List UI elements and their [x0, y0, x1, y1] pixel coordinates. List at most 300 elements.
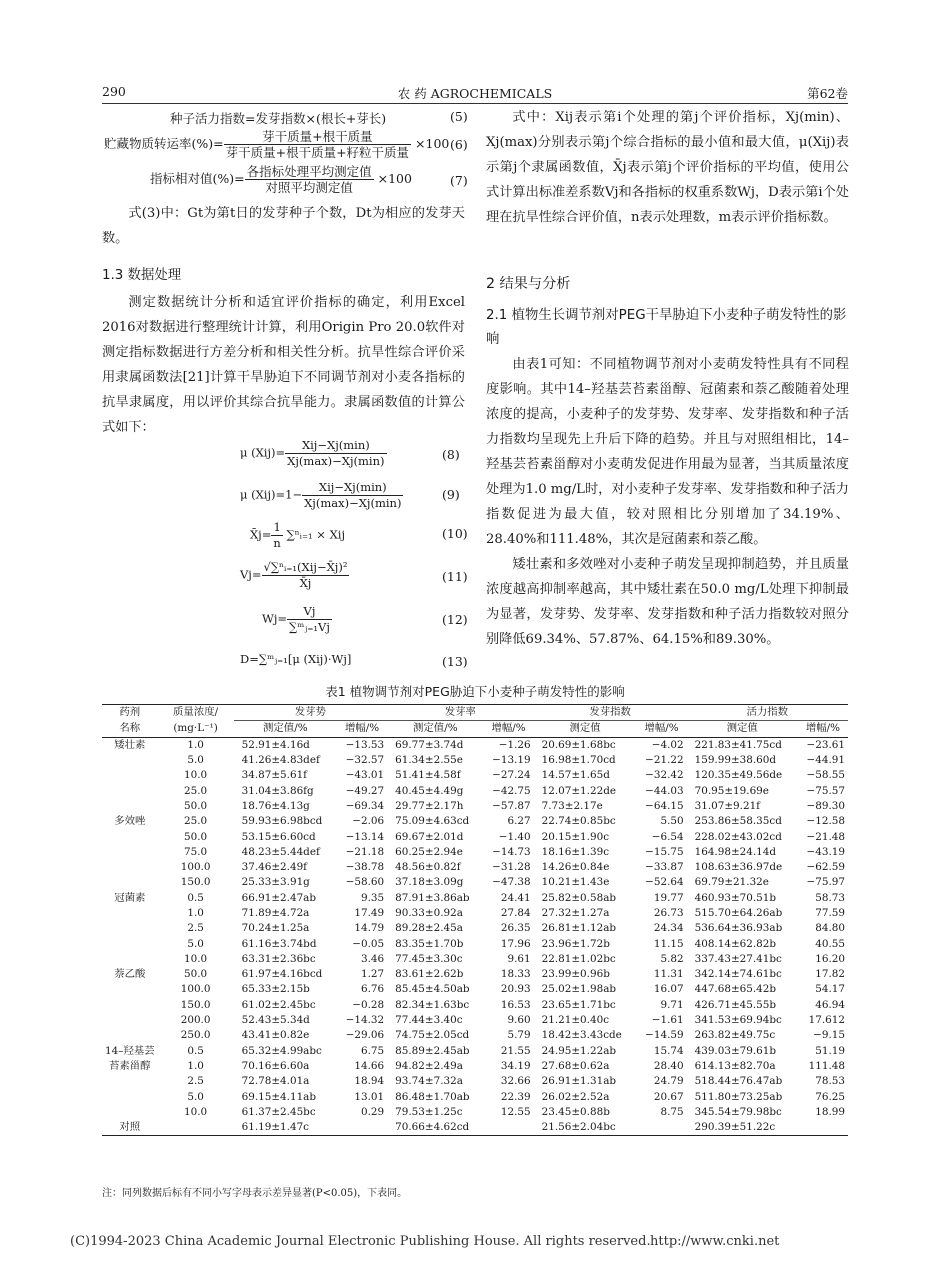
table-cell: −13.53 — [345, 738, 385, 751]
table-cell: 60.25±2.94e — [395, 845, 463, 858]
table-cell: −15.75 — [645, 845, 684, 858]
table-cell: 84.80 — [815, 922, 845, 935]
table-cell: 46.94 — [815, 998, 845, 1011]
table-cell: 24.95±1.22ab — [541, 1044, 617, 1057]
equation-7 — [150, 164, 412, 195]
table-cell: 94.82±2.49a — [395, 1059, 463, 1072]
table-row — [102, 1044, 848, 1059]
table-cell: 290.39±51.22c — [694, 1121, 776, 1134]
table-row — [102, 906, 848, 921]
table-cell: 5.79 — [507, 1029, 531, 1042]
header-germination-energy: 发芽势 — [234, 705, 388, 721]
equation-11 — [240, 560, 349, 591]
table-cell: 460.93±70.51b — [694, 891, 777, 904]
table-note: 注：同列数据后标有不同小写字母表示差异显著(P<0.05)，下表同。 — [102, 1188, 408, 1199]
section-1-3-paragraph: 测定数据统计分析和适宜评价指标的确定，利用Excel 2016对数据进行整理统计计算，利用Origin Pro 20.0软件对测定指标数据进行方差分析和相关性分析。抗旱性综合评价采用隶属函数法[21]计算干旱胁迫下不同调节剂对小麦各指标的抗旱隶属度，用以评价其综合抗旱能力。隶属函数值的计算公式如下： — [102, 295, 465, 435]
table-row — [102, 891, 848, 906]
table-row — [102, 982, 848, 997]
table-cell: 14.26±0.84e — [541, 861, 610, 874]
equation-7-fraction — [245, 164, 374, 195]
table-cell: 17.96 — [500, 937, 531, 950]
table-cell: 26.02±2.52a — [541, 1090, 610, 1103]
table-cell: 515.70±64.26ab — [694, 907, 783, 919]
table-cell: −1.40 — [498, 830, 531, 843]
table-cell: 85.89±2.45ab — [395, 1044, 470, 1057]
table-cell: 78.53 — [815, 1075, 845, 1088]
table-cell: 50.0 — [184, 799, 208, 812]
table-cell: 34.87±5.61f — [241, 769, 308, 782]
equation-8-number: (8) — [442, 447, 460, 462]
table-cell: 40.55 — [815, 937, 845, 950]
header-rule — [102, 103, 848, 104]
table-cell: −21.48 — [806, 830, 845, 843]
table-cell: 2.5 — [187, 1075, 204, 1088]
table-cell: −23.61 — [806, 738, 845, 751]
table-cell: 18.94 — [354, 1075, 385, 1088]
header-increase: 增幅/% — [805, 722, 840, 735]
table-cell: 多效唑 — [114, 815, 146, 828]
table-cell: 250.0 — [180, 1029, 211, 1042]
table-cell: 52.43±5.34d — [241, 1014, 310, 1027]
table-cell: −64.15 — [645, 799, 684, 812]
table-cell: 341.53±69.94bc — [694, 1014, 782, 1027]
table-cell: 16.07 — [653, 983, 684, 996]
equation-13-number: (13) — [442, 654, 468, 669]
table-cell: −43.01 — [345, 769, 385, 782]
table-cell: 20.93 — [500, 983, 531, 996]
table-cell: 37.18±3.09g — [395, 876, 464, 889]
table-cell: 159.99±38.60d — [694, 754, 777, 767]
equation-9-denominator: Xj(max)−Xj(min) — [304, 496, 402, 510]
equation-10-lhs: X̄j= — [250, 527, 272, 542]
equation-6-fraction — [224, 129, 411, 160]
table-cell — [102, 921, 158, 936]
table-cell: 74.75±2.05cd — [395, 1029, 470, 1042]
table-cell: 51.19 — [815, 1044, 845, 1057]
equation-7-denominator: 对照平均测定值 — [265, 180, 353, 195]
table-cell: 82.34±1.63bc — [395, 998, 470, 1011]
table-cell: 12.55 — [500, 1105, 531, 1118]
table-cell: 85.45±4.50ab — [395, 983, 470, 996]
table-cell: −1.61 — [651, 1014, 684, 1027]
table-cell: 5.0 — [187, 754, 204, 767]
table-cell: −33.87 — [645, 861, 684, 874]
table-cell: 6.75 — [361, 1044, 385, 1057]
table-cell — [102, 1074, 158, 1089]
table-cell: 16.98±1.70cd — [541, 754, 616, 767]
table-cell: −52.64 — [645, 876, 684, 889]
table-cell: 69.15±4.11ab — [241, 1090, 317, 1103]
table-cell — [102, 1105, 158, 1120]
section-2-1-title: 2.1 植物生长调节剂对PEG干旱胁迫下小麦种子萌发特性的影响 — [486, 308, 847, 347]
table-cell: 408.14±62.82b — [694, 937, 777, 950]
table-row — [102, 936, 848, 951]
table-row — [102, 1013, 848, 1028]
table-cell: −13.19 — [492, 754, 531, 767]
table-cell: 69.67±2.01d — [395, 830, 464, 843]
equation-8 — [240, 438, 387, 469]
table-cell: 77.44±3.40c — [395, 1014, 463, 1027]
table-cell: −58.60 — [345, 876, 385, 889]
table-cell: 50.0 — [184, 830, 208, 843]
table-cell: 228.02±43.02cd — [694, 830, 782, 843]
journal-title: 农 药 AGROCHEMICALS — [397, 86, 553, 101]
table-cell: 7.73±2.17e — [541, 799, 603, 812]
table-cell — [102, 875, 158, 890]
table-cell: 27.84 — [500, 907, 531, 919]
table-cell: 21.21±0.40c — [541, 1014, 610, 1027]
table-cell — [636, 1120, 686, 1136]
table-cell: 10.0 — [184, 952, 208, 965]
table-cell: 苔素甾醇 — [109, 1059, 151, 1072]
table-cell: 48.56±0.82f — [395, 861, 461, 874]
table-row — [102, 753, 848, 768]
table-cell: 518.44±76.47ab — [694, 1075, 783, 1088]
table-cell: 27.68±0.62a — [541, 1059, 610, 1072]
equation-11-number: (11) — [442, 569, 468, 584]
equation-6-tail: ×100 — [415, 136, 450, 151]
table-row — [102, 875, 848, 890]
table-cell: −32.42 — [645, 769, 684, 782]
header-agent-name: 名称 — [119, 722, 141, 735]
table-cell: 86.48±1.70ab — [395, 1090, 470, 1103]
table-cell: 53.15±6.60cd — [241, 830, 316, 843]
table-cell: 63.31±2.36bc — [241, 952, 316, 965]
equation-9-numerator: Xij−Xj(min) — [302, 480, 403, 496]
table-cell: −38.78 — [345, 861, 385, 874]
header-agent: 药剂 — [119, 706, 141, 719]
table-cell: 1.0 — [187, 738, 204, 751]
table-cell: −57.87 — [492, 799, 531, 812]
table-cell: 矮壮素 — [114, 738, 146, 751]
table-cell: −44.91 — [806, 754, 845, 767]
equation-8-fraction — [285, 438, 386, 469]
table-cell — [102, 1028, 158, 1043]
table-cell: 16.20 — [815, 952, 845, 965]
table-cell: 61.16±3.74bd — [241, 937, 317, 950]
equation-10-numerator: 1 — [271, 520, 282, 536]
section-1-3-title: 1.3 数据处理 — [102, 268, 182, 283]
table-cell: 6.27 — [507, 815, 531, 828]
table-cell: 13.01 — [354, 1090, 385, 1103]
table-cell — [102, 998, 158, 1013]
equation-6-number: (6) — [450, 137, 468, 152]
table-row — [102, 1059, 848, 1074]
table-cell: −75.97 — [806, 876, 845, 889]
table-cell: 27.32±1.27a — [541, 907, 610, 919]
header-germination-rate: 发芽率 — [387, 705, 533, 721]
table-cell: 26.73 — [653, 907, 684, 919]
table-cell: 19.77 — [653, 891, 684, 904]
equation-9 — [240, 480, 403, 511]
table-cell: 20.15±1.90c — [541, 830, 610, 843]
table-cell: 23.99±0.96b — [541, 968, 610, 981]
table-row — [102, 737, 848, 753]
table-cell: 17.49 — [354, 907, 385, 919]
table-cell: 23.96±1.72b — [541, 937, 610, 950]
table-cell: 65.32±4.99abc — [241, 1044, 322, 1057]
table-cell: 18.33 — [500, 968, 531, 981]
table-cell: 439.03±79.61b — [694, 1044, 777, 1057]
table-cell: 150.0 — [180, 876, 211, 889]
table-row — [102, 1028, 848, 1043]
table-cell: 21.55 — [500, 1044, 531, 1057]
table-cell: 23.45±0.88b — [541, 1105, 610, 1118]
table-cell: 8.75 — [660, 1105, 684, 1118]
table-cell: 69.79±21.32e — [694, 876, 769, 889]
table-cell: 6.76 — [361, 983, 385, 996]
equation-5-text: 种子活力指数=发芽指数×(根长+芽长) — [170, 111, 387, 126]
table-cell: 48.23±5.44def — [241, 845, 320, 858]
cnki-url: http://www.cnki.net — [650, 1234, 780, 1249]
table-cell: 2.5 — [187, 922, 204, 935]
header-germination-index: 发芽指数 — [534, 705, 687, 721]
equation-11-fraction — [262, 560, 350, 591]
equation-12-lhs: Wj= — [262, 611, 288, 626]
table-cell — [102, 982, 158, 997]
equation-12-number: (12) — [442, 612, 468, 627]
table-cell: 18.16±1.39c — [541, 845, 610, 858]
table-cell: −42.75 — [492, 784, 531, 797]
table-cell: 18.76±4.13g — [241, 799, 310, 812]
equation-9-number: (9) — [442, 487, 460, 502]
table-cell: 93.74±7.32a — [395, 1075, 463, 1088]
table-cell: 14–羟基芸 — [105, 1044, 155, 1057]
table-cell: −0.05 — [352, 937, 385, 950]
table-cell: 5.50 — [660, 815, 684, 828]
table-row — [102, 967, 848, 982]
table-cell: 34.19 — [500, 1059, 531, 1072]
table-cell: 31.04±3.86fg — [241, 784, 314, 797]
table-cell: 337.43±27.41bc — [694, 952, 782, 965]
equation-6 — [104, 129, 449, 160]
equation-10-denominator: n — [273, 536, 281, 550]
equation-7-number: (7) — [450, 173, 468, 188]
table-cell: −75.57 — [806, 784, 845, 797]
table-cell: 3.46 — [361, 952, 385, 965]
table-cell: 536.64±36.93ab — [694, 922, 783, 935]
table-cell — [102, 906, 158, 921]
table-cell: 70.24±1.25a — [241, 922, 310, 935]
table-cell: −21.18 — [345, 845, 385, 858]
equation-10-number: (10) — [442, 526, 468, 541]
equation-7-tail: ×100 — [377, 171, 412, 186]
equation-7-lhs: 指标相对值(%)= — [150, 171, 245, 186]
table-cell: −13.14 — [345, 830, 385, 843]
results-paragraph-1: 由表1可知：不同植物调节剂对小麦萌发特性具有不同程度影响。其中14–羟基芸苔素甾醇、冠菌素和萘乙酸随着处理浓度的提高，小麦种子的发芽势、发芽率、发芽指数和种子活力指数均呈现先上升后下降的趋势。并且与对照组相比，14–羟基芸苔素甾醇对小麦萌发促进作用最为显著，当其质量浓度处理为1.0 mg/L时，对小麦种子发芽率、发芽指数和种子活力指数促进为最大值，较对照相比分别增加了34.19%、28.40%和111.48%，其次是冠菌素和萘乙酸。 — [486, 357, 849, 547]
equation-8-denominator: Xj(max)−Xj(min) — [287, 454, 385, 468]
table-cell: −31.28 — [492, 861, 531, 874]
table-cell: 58.73 — [815, 891, 845, 904]
table-cell: 22.74±0.85bc — [541, 815, 616, 828]
table-cell: 83.35±1.70b — [395, 937, 464, 950]
table-cell — [102, 768, 158, 783]
header-increase: 增幅/% — [644, 722, 679, 735]
table-cell: 16.53 — [500, 998, 531, 1011]
table-cell: 14.57±1.65d — [541, 769, 610, 782]
header-measured: 测定值 — [726, 722, 758, 735]
table-cell: 25.0 — [184, 784, 208, 797]
table-cell: −69.34 — [345, 799, 385, 812]
table-cell: 54.17 — [815, 983, 845, 996]
equation-13: D=∑ᵐⱼ₌₁[μ (Xij)·Wj] — [240, 652, 352, 666]
table-cell: 21.56±2.04bc — [541, 1121, 616, 1134]
table-cell: 83.61±2.62b — [395, 968, 464, 981]
table-cell: 31.07±9.21f — [694, 799, 761, 812]
equation-12-denominator: ∑ᵐⱼ₌₁Vj — [289, 620, 330, 634]
table-cell: 22.39 — [500, 1090, 531, 1103]
table-cell: 447.68±65.42b — [694, 983, 777, 996]
table-cell: 20.67 — [653, 1090, 684, 1103]
table-row — [102, 768, 848, 783]
table-row — [102, 998, 848, 1013]
table-cell: 9.61 — [507, 952, 531, 965]
table-cell: 15.74 — [653, 1044, 684, 1057]
table-cell: 25.0 — [184, 815, 208, 828]
header-concentration-unit: (mg·L⁻¹) — [173, 722, 218, 735]
table-cell: 26.35 — [500, 922, 531, 935]
table-cell: 41.26±4.83def — [241, 754, 320, 767]
table-cell — [102, 1013, 158, 1028]
table-row — [102, 829, 848, 844]
table-cell: −4.02 — [651, 738, 684, 751]
table-cell: 61.02±2.45bc — [241, 998, 316, 1011]
table-cell — [102, 860, 158, 875]
table-cell: 75.0 — [184, 845, 208, 858]
table-cell: 9.71 — [660, 998, 684, 1011]
header-increase: 增幅/% — [345, 722, 380, 735]
table-cell: 345.54±79.98bc — [694, 1105, 782, 1118]
volume-label: 第62卷 — [807, 86, 848, 101]
table-cell: 10.21±1.43e — [541, 876, 610, 889]
table-row — [102, 1120, 848, 1136]
table-cell: 25.02±1.98ab — [541, 983, 617, 996]
table-cell: 71.89±4.72a — [241, 907, 310, 919]
table-cell: 61.37±2.45bc — [241, 1105, 316, 1118]
table-cell: 76.25 — [815, 1090, 845, 1103]
table-cell: 120.35±49.56de — [694, 769, 783, 782]
equation-5 — [170, 109, 386, 127]
table-cell: −14.59 — [645, 1029, 684, 1042]
header-increase: 增幅/% — [491, 722, 526, 735]
table-cell: 17.82 — [815, 968, 845, 981]
table-cell: 61.34±2.55e — [395, 754, 463, 767]
table-cell — [483, 1120, 533, 1136]
table-cell: 冠菌素 — [114, 891, 146, 904]
table-cell: 10.0 — [184, 1105, 208, 1118]
table-cell — [102, 936, 158, 951]
table-cell: 1.0 — [187, 907, 204, 919]
table-cell: 18.42±3.43cde — [541, 1029, 622, 1042]
table-cell: 9.35 — [361, 891, 385, 904]
table-cell: 111.48 — [808, 1059, 845, 1072]
section-2-title: 2 结果与分析 — [486, 276, 571, 292]
table-cell: −49.27 — [345, 784, 385, 797]
table-cell: −14.32 — [345, 1014, 385, 1027]
table-cell: 221.83±41.75cd — [694, 738, 782, 751]
results-paragraph-2: 矮壮素和多效唑对小麦种子萌发呈现抑制趋势，并且质量浓度越高抑制率越高，其中矮壮素在50.0 mg/L处理下抑制最为显著，发芽势、发芽率、发芽指数和种子活力指数较对照分别降低69.34%、57.87%、64.15%和89.30%。 — [486, 557, 849, 647]
table-cell: 342.14±74.61bc — [694, 968, 782, 981]
table-cell: 263.82±49.75c — [694, 1029, 776, 1042]
table-cell: 28.40 — [653, 1059, 684, 1072]
table-cell: 43.41±0.82e — [241, 1029, 310, 1042]
table-cell: −9.15 — [813, 1029, 845, 1042]
table-cell: 100.0 — [180, 861, 211, 874]
table-cell: −58.55 — [806, 769, 845, 782]
table-row — [102, 799, 848, 814]
table-cell: 14.79 — [354, 922, 385, 935]
equation-11-lhs: Vj= — [240, 567, 262, 582]
table-cell: −32.57 — [345, 754, 385, 767]
table-cell: 253.86±58.35cd — [694, 815, 782, 828]
table-cell: 1.27 — [361, 968, 385, 981]
table-cell: −89.30 — [806, 799, 845, 812]
table-cell: 10.0 — [184, 769, 208, 782]
table-cell: 5.0 — [187, 1090, 204, 1103]
equation-5-number: (5) — [450, 109, 468, 124]
table-caption: 表1 植物调节剂对PEG胁迫下小麦种子萌发特性的影响 — [325, 684, 625, 699]
equation-12 — [262, 604, 332, 635]
equation-10-tail: ∑ⁿᵢ₌₁ × Xij — [286, 527, 346, 542]
table-cell: 75.09±4.63cd — [395, 815, 470, 828]
table-cell: 65.33±2.15b — [241, 983, 310, 996]
table-cell: 164.98±24.14d — [694, 845, 777, 858]
table-cell: 69.77±3.74d — [395, 738, 464, 751]
table-cell: 37.46±2.49f — [241, 861, 308, 874]
table-cell: 14.66 — [354, 1059, 385, 1072]
header-measured: 测定值/% — [413, 722, 458, 735]
table-cell: 24.34 — [653, 922, 684, 935]
table-cell — [102, 952, 158, 967]
table-cell: −1.26 — [498, 738, 531, 751]
equation-note: 式(3)中：Gt为第t日的发芽种子个数，Dt为相应的发芽天数。 — [102, 206, 465, 246]
table-cell: 150.0 — [180, 998, 211, 1011]
table-cell: 100.0 — [180, 983, 211, 996]
table-cell: −6.54 — [651, 830, 684, 843]
table-cell — [798, 1120, 848, 1136]
table-cell: 200.0 — [180, 1014, 211, 1027]
table-cell: 26.91±1.31ab — [541, 1075, 617, 1088]
table-cell: 50.0 — [184, 968, 208, 981]
table-cell: 20.69±1.68bc — [541, 738, 616, 751]
table-cell: 66.91±2.47ab — [241, 891, 317, 904]
table-cell: 5.82 — [660, 952, 684, 965]
table-cell: 426.71±45.55b — [694, 998, 777, 1011]
equation-10 — [250, 520, 345, 551]
table-cell: 1.0 — [187, 1059, 204, 1072]
equation-8-lhs: μ (Xij)= — [240, 445, 286, 460]
formula-explanation: 式中：Xij表示第i个处理的第j个评价指标，Xj(min)、Xj(max)分别表示第j个综合指标的最小值和最大值，μ(Xij)表示第j个隶属函数值，X̄j表示第j个评价指标的平均值，使用公式计算出标准差系数Vj和各指标的权重系数Wj，D表示第i个处理在抗旱性综合评价值，n表示处理数，m表示评价指标数。 — [486, 110, 849, 225]
table-cell: 52.91±4.16d — [241, 738, 310, 751]
table-cell: 24.79 — [653, 1075, 684, 1088]
table-cell — [102, 1089, 158, 1104]
table-cell: 5.0 — [187, 937, 204, 950]
table-cell: −21.22 — [645, 754, 684, 767]
table-cell: 77.45±3.30c — [395, 952, 463, 965]
table-cell: 0.5 — [187, 891, 204, 904]
table-cell: 25.33±3.91g — [241, 876, 310, 889]
table-cell: 12.07±1.22de — [541, 784, 616, 797]
table-cell: −0.28 — [352, 998, 385, 1011]
equation-9-fraction — [302, 480, 403, 511]
table-cell — [102, 829, 158, 844]
table-cell — [102, 799, 158, 814]
equation-10-fraction — [271, 520, 282, 551]
table-cell: 61.19±1.47c — [241, 1121, 310, 1134]
table-cell: 59.93±6.98bcd — [241, 815, 323, 828]
copyright-notice: (C)1994-2023 China Academic Journal Electronic Publishing House. All rights reserved. — [70, 1234, 651, 1249]
table-row — [102, 783, 848, 798]
